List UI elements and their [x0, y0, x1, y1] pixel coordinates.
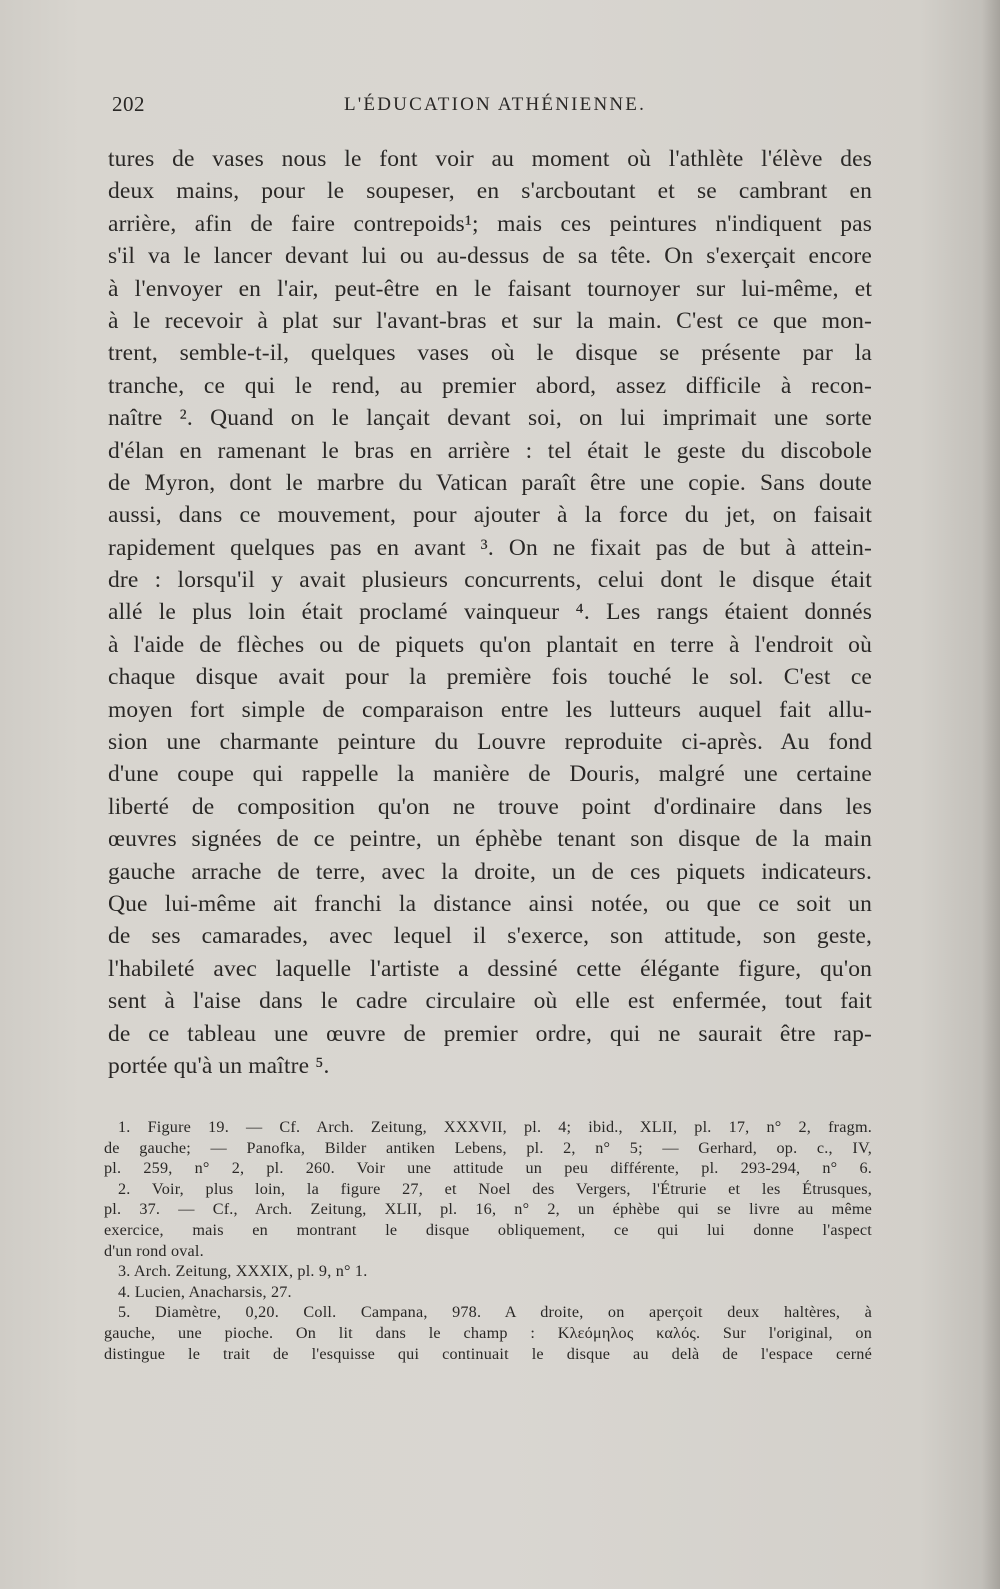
body-line: d'élan en ramenant le bras en arrière : tel était le geste du discobole — [108, 437, 872, 464]
footnote-line: pl. 259, n° 2, pl. 260. Voir une attitude un peu différente, pl. 293-294, n° 6. — [104, 1159, 872, 1178]
body-line: portée qu'à un maître ⁵. — [108, 1052, 330, 1079]
body-line: œuvres signées de ce peintre, un éphèbe tenant son disque de la main — [108, 826, 872, 853]
footnote-line: de gauche; — Panofka, Bilder antiken Lebens, pl. 2, n° 5; — Gerhard, op. c., IV, — [104, 1138, 872, 1157]
body-line: sent à l'aise dans le cadre circulaire où elle est enfermée, tout fait — [108, 988, 872, 1015]
body-line: l'habileté avec laquelle l'artiste a dessiné cette élégante figure, qu'on — [108, 955, 872, 982]
body-line: à l'aide de flèches ou de piquets qu'on plantait en terre à l'endroit où — [108, 631, 872, 658]
footnote-line: 3. Arch. Zeitung, XXXIX, pl. 9, n° 1. — [118, 1262, 368, 1281]
footnote-line: gauche, une pioche. On lit dans le champ : Κλεόμηλος καλός. Sur l'original, on — [104, 1323, 872, 1342]
body-line: de ce tableau une œuvre de premier ordre, qui ne saurait être rap- — [108, 1020, 872, 1047]
body-line: Que lui-même ait franchi la distance ainsi notée, ou que ce soit un — [108, 890, 872, 917]
body-line: chaque disque avait pour la première fois touché le sol. C'est ce — [108, 664, 872, 691]
body-line: à l'envoyer en l'air, peut-être en le faisant tournoyer sur lui-même, et — [108, 275, 872, 302]
page-number: 202 — [112, 92, 145, 116]
body-line: d'une coupe qui rappelle la manière de Douris, malgré une certaine — [108, 761, 872, 788]
footnote-line: exercice, mais en montrant le disque obliquement, ce qui lui donne l'aspect — [104, 1220, 872, 1239]
footnote-line: 5. Diamètre, 0,20. Coll. Campana, 978. A droite, on aperçoit deux haltères, à — [118, 1303, 872, 1322]
body-line: deux mains, pour le soupeser, en s'arcboutant et se cambrant en — [108, 178, 872, 205]
body-line: allé le plus loin était proclamé vainqueur ⁴. Les rangs étaient donnés — [108, 599, 872, 626]
body-line: arrière, afin de faire contrepoids¹; mais ces peintures n'indiquent pas — [108, 210, 872, 237]
body-line: à le recevoir à plat sur l'avant-bras et sur la main. C'est ce que mon- — [108, 307, 872, 334]
footnote-line: 4. Lucien, Anacharsis, 27. — [118, 1282, 292, 1301]
footnote-line: distingue le trait de l'esquisse qui continuait le disque au delà de l'espace cerné — [104, 1344, 872, 1363]
footnote-line: d'un rond oval. — [104, 1241, 204, 1260]
footnote-line: 1. Figure 19. — Cf. Arch. Zeitung, XXXVII, pl. 4; ibid., XLII, pl. 17, n° 2, fragm. — [118, 1118, 872, 1136]
body-line: gauche arrache de terre, avec la droite, un de ces piquets indicateurs. — [108, 858, 872, 885]
footnote-line: 2. Voir, plus loin, la figure 27, et Noel des Vergers, l'Étrurie et les Étrusques, — [118, 1179, 872, 1198]
body-text — [108, 143, 872, 1082]
body-line: aussi, dans ce mouvement, pour ajouter à la force du jet, on faisait — [108, 502, 872, 529]
running-title: L'ÉDUCATION ATHÉNIENNE. — [344, 94, 647, 115]
body-line: tranche, ce qui le rend, au premier abord, assez difficile à recon- — [108, 372, 872, 399]
body-line: liberté de composition qu'on ne trouve point d'ordinaire dans les — [108, 793, 872, 820]
body-line: trent, semble-t-il, quelques vases où le disque se présente par la — [108, 340, 872, 367]
body-line: naître ². Quand on le lançait devant soi, on lui imprimait une sorte — [108, 405, 872, 432]
body-line: rapidement quelques pas en avant ³. On ne fixait pas de but à attein- — [108, 534, 872, 561]
footnote-line: pl. 37. — Cf., Arch. Zeitung, XLII, pl. 16, n° 2, un éphèbe qui se livre au même — [104, 1200, 872, 1219]
body-line: dre : lorsqu'il y avait plusieurs concurrents, celui dont le disque était — [108, 567, 872, 594]
body-line: moyen fort simple de comparaison entre les lutteurs auquel fait allu- — [108, 696, 872, 723]
body-line: tures de vases nous le font voir au moment où l'athlète l'élève des — [108, 146, 872, 172]
body-line: de Myron, dont le marbre du Vatican paraît être une copie. Sans doute — [108, 469, 872, 496]
body-line: sion une charmante peinture du Louvre reproduite ci-après. Au fond — [108, 729, 872, 756]
footnotes — [104, 1117, 872, 1364]
page-edge-shadow — [982, 0, 1000, 1589]
running-header — [112, 92, 872, 122]
body-line: de ses camarades, avec lequel il s'exerce, son attitude, son geste, — [108, 923, 872, 950]
body-line: s'il va le lancer devant lui ou au-dessus de sa tête. On s'exerçait encore — [108, 243, 872, 270]
